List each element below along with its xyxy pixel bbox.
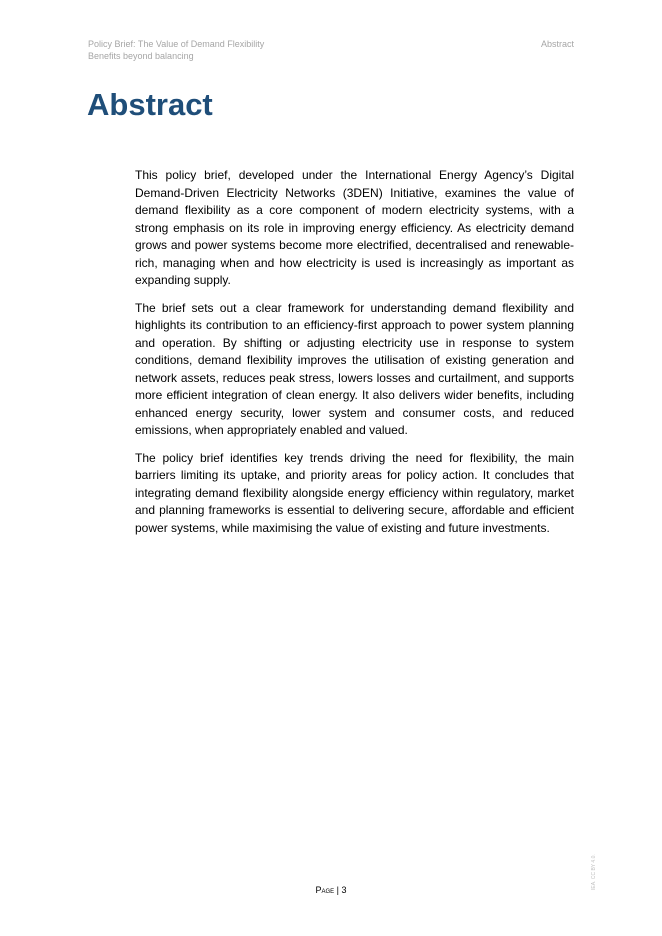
abstract-body <box>135 167 574 547</box>
header-title-line-1: Policy Brief: The Value of Demand Flexibility <box>88 39 265 49</box>
running-header-title <box>88 38 264 62</box>
page-number: 3 <box>341 885 347 895</box>
abstract-paragraph-3: The policy brief identifies key trends driving the need for flexibility, the main barriers limiting its uptake, and priority areas for policy action. It concludes that integrating demand flexibility alongside energy efficiency within regulatory, market and planning frameworks is essential to delivering secure, affordable and efficient power systems, while maximising the value of existing and future investments. <box>135 450 574 535</box>
header-title-line-2: Benefits beyond balancing <box>88 51 194 61</box>
license-notice: IEA. CC BY 4.0. <box>591 854 597 890</box>
page-title: Abstract <box>87 87 213 122</box>
abstract-paragraph-2: The brief sets out a clear framework for understanding demand flexibility and highlights its contribution to an efficiency-first approach to power system planning and operation. By shifting or adjusting electricity use in response to system conditions, demand flexibility improves the utilisation of existing generation and network assets, reduces peak stress, lowers losses and curtailment, and supports more efficient integration of clean energy. It also delivers wider benefits, including enhanced energy security, lower system and consumer costs, and reduced emissions, when appropriately enabled and valued. <box>135 300 574 437</box>
page-label: Page <box>315 885 335 895</box>
page-number-footer <box>0 884 662 896</box>
page-separator: | <box>334 885 342 895</box>
abstract-paragraph-1: This policy brief, developed under the International Energy Agency’s Digital Demand-Driven Electricity Networks (3DEN) Initiative, examines the value of demand flexibility as a core component of modern electricity systems, with a strong emphasis on its role in improving energy efficiency. As electricity demand grows and power systems become more electrified, decentralised and renewable-rich, managing when and how electricity is used is increasingly as important as expanding supply. <box>135 168 574 287</box>
header-section-label: Abstract <box>540 39 574 49</box>
